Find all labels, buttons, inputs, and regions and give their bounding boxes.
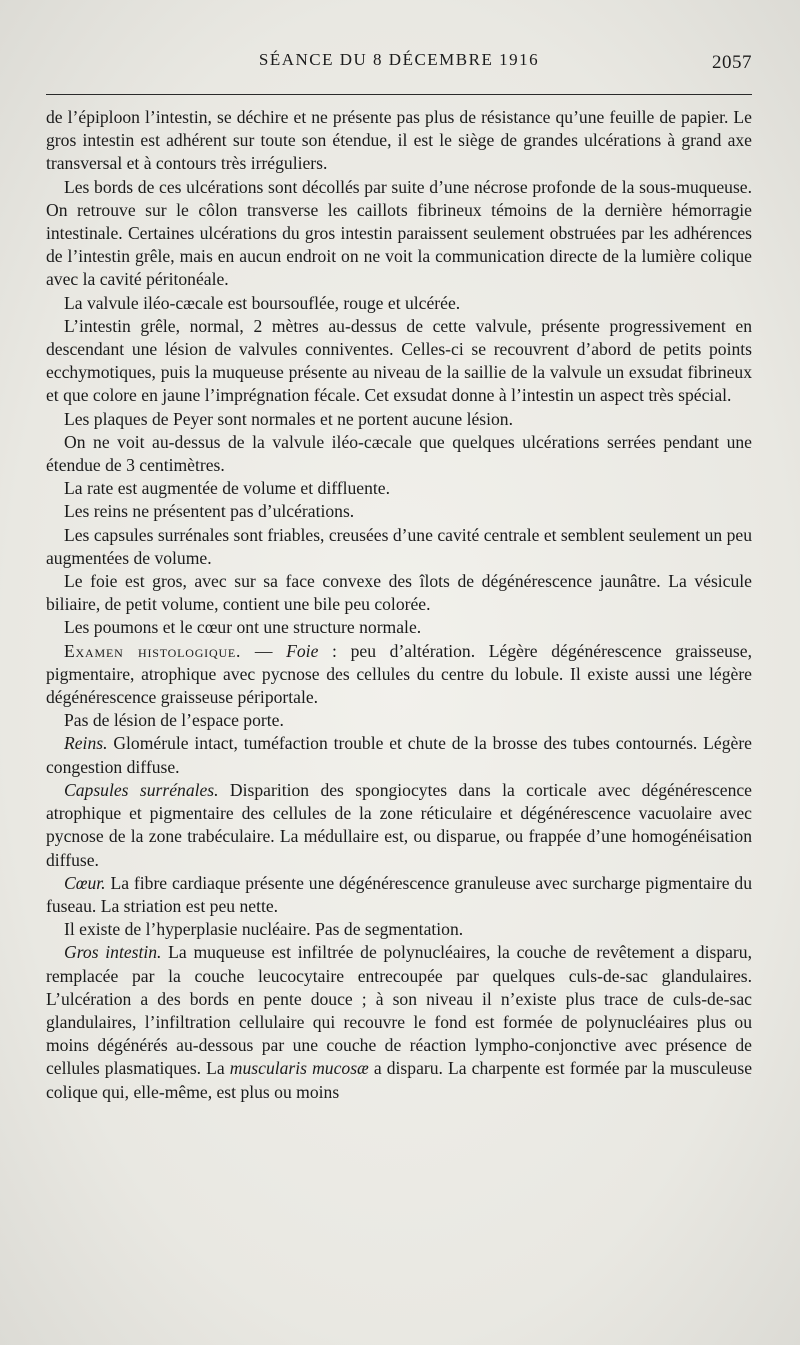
- paragraph-text-end: a disparu. La charpente est formée par la musculeuse colique qui, elle-même, est plus ou moins: [46, 1058, 753, 1102]
- paragraph-large-intestine: [46, 941, 752, 1103]
- paragraph-text: Glomérule intact, tuméfaction trouble et chute de la brosse des tubes contournés. Légère congestion diffuse.: [46, 733, 752, 777]
- page-number: 2057: [712, 52, 752, 73]
- header-rule: [46, 94, 752, 95]
- organ-label-liver: Foie: [286, 640, 319, 661]
- paragraph-kidneys: [46, 732, 752, 778]
- paragraph-4: L’intestin grêle, normal, 2 mètres au-dessus de cette valvule, présente progressivement en descendant une lésion de valvules conniventes. Celles-ci se recouvrent d’abord de petits points ecchymotiques, puis la muqueuse présente au niveau de la saillie de la valvule un exsudat fibrineux et que colore en jaune l’imprégnation fécale. Cet exsudat donne à l’intestin un aspect très spécial.: [46, 315, 752, 406]
- paragraph-text: : peu d’altération. Légère dégénérescence graisseuse, pigmentaire, atrophique avec pycnose des cellules du centre du lobule. Il existe aussi une légère dégénérescence graisseuse périportale.: [46, 640, 752, 708]
- paragraph-11: Les poumons et le cœur ont une structure normale.: [64, 617, 422, 638]
- paragraph-5: Les plaques de Peyer sont normales et ne portent aucune lésion.: [64, 408, 513, 429]
- paragraph-text: Disparition des spongiocytes dans la corticale avec dégénérescence atrophique et pigmentaire des cellules de la zone réticulaire et dégénérescence vacuolaire avec pycnose de la zone trabéculaire. La médullaire est, ou disparue, ou frappée d’une homogénéisation diffuse.: [46, 779, 752, 870]
- paragraph-8: Les reins ne présentent pas d’ulcérations.: [64, 501, 355, 522]
- paragraph-2: Les bords de ces ulcérations sont décollés par suite d’une nécrose profonde de la sous-muqueuse. On retrouve sur le côlon transverse les caillots fibrineux témoins de la dernière hémorragie intestinale. Certaines ulcérations du gros intestin paraissent seulement obstruées par les adhérences de l’intestin grêle, mais en aucun endroit on ne voit la communication directe de la lumière colique avec la cavité péritonéale.: [46, 176, 752, 290]
- paragraph-6: On ne voit au-dessus de la valvule iléo-cæcale que quelques ulcérations serrées pendant une étendue de 3 centimètres.: [46, 431, 752, 476]
- running-head-title: SÉANCE DU 8 DÉCEMBRE 1916: [258, 50, 540, 69]
- paragraph-text: La fibre cardiaque présente une dégénérescence granuleuse avec surcharge pigmentaire du fuseau. La striation est peu nette.: [46, 872, 752, 916]
- organ-label-large-intestine: Gros intestin.: [64, 942, 162, 963]
- paragraph-text: La muqueuse est infiltrée de polynucléaires, la couche de revêtement a disparu, remplacée par la couche leucocytaire entrecoupée par quelques culs-de-sac glandulaires. L’ulcération a des bords en pente douce ; à son niveau il n’existe plus trace de culs-de-sac glandulaires, l’infiltration cellulaire qui recouvre le fond est formée de polynucléaires plus ou moins dégénérés au-dessous par une couche de réaction lympho-conjonctive avec présence de cellules plasmatiques. La: [46, 942, 752, 1079]
- paragraph-heart: [46, 872, 752, 918]
- paragraph-1: de l’épiploon l’intestin, se déchire et ne présente pas plus de résistance qu’une feuille de papier. Le gros intestin est adhérent sur toute son étendue, il est le siège de grandes ulcérations à grand axe transversal et à contours très irréguliers.: [46, 107, 752, 174]
- paragraph-17: Il existe de l’hyperplasie nucléaire. Pas de segmentation.: [64, 919, 464, 940]
- dash-separator: —: [241, 640, 287, 661]
- running-head: [46, 50, 752, 78]
- paragraph-7: La rate est augmentée de volume et diffluente.: [64, 478, 390, 499]
- paragraph-13: Pas de lésion de l’espace porte.: [64, 710, 284, 731]
- section-heading-histology: Examen histologique.: [64, 640, 242, 661]
- paragraph-histology-liver: [46, 640, 752, 710]
- organ-label-heart: Cœur.: [64, 872, 106, 893]
- paragraph-3: La valvule iléo-cæcale est boursouflée, rouge et ulcérée.: [64, 292, 461, 313]
- organ-label-kidneys: Reins.: [64, 733, 108, 754]
- paragraph-adrenals: [46, 779, 752, 872]
- paragraph-10: Le foie est gros, avec sur sa face convexe des îlots de dégénérescence jaunâtre. La vésicule biliaire, de petit volume, contient une bile peu colorée.: [46, 571, 752, 615]
- latin-term: muscularis mucosæ: [229, 1058, 369, 1079]
- organ-label-adrenals: Capsules surrénales.: [64, 779, 219, 800]
- body-text: [46, 106, 752, 1104]
- paragraph-9: Les capsules surrénales sont friables, creusées d’une cavité centrale et semblent seulement un peu augmentées de volume.: [46, 524, 752, 568]
